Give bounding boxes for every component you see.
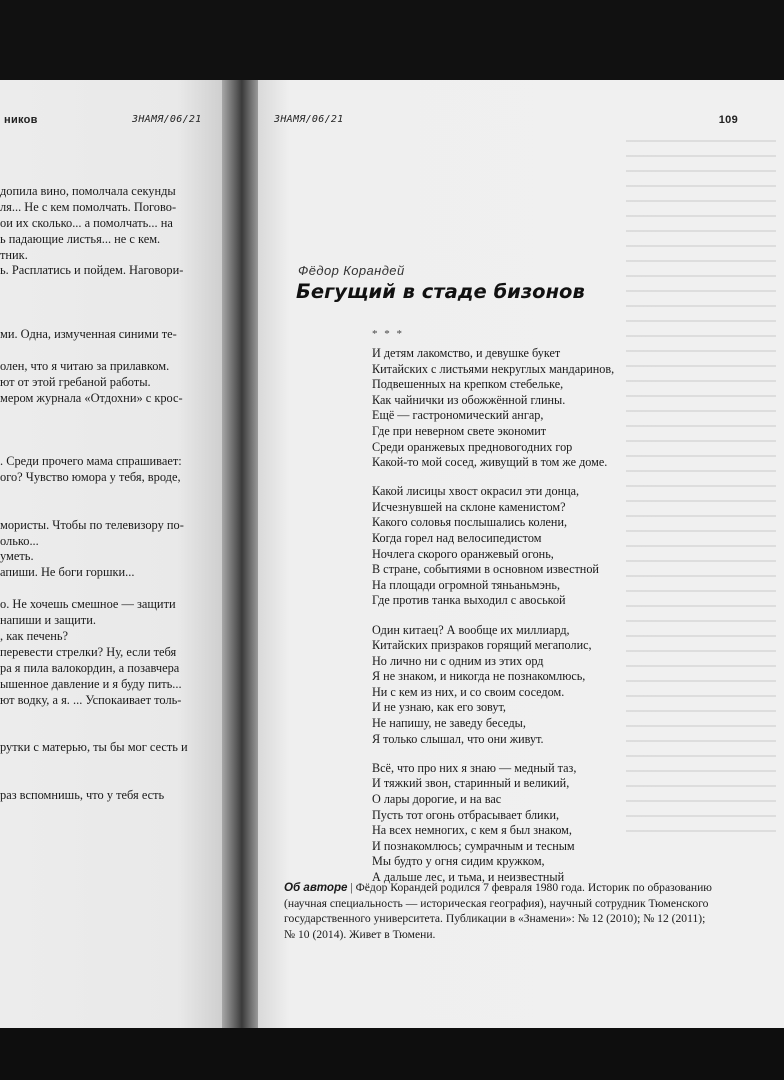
poem-line: На всех немногих, с кем я был знаком, [372, 823, 572, 838]
text-line: ого? Чувство юмора у тебя, вроде, [0, 470, 181, 485]
poem-stanza [372, 346, 614, 471]
page-number: 109 [718, 114, 738, 126]
text-line: напиши и защити. [0, 613, 96, 628]
text-line [0, 486, 222, 502]
text-line: ь. Расплатись и пойдем. Наговори- [0, 263, 184, 278]
poem-line: Где при неверном свете экономит [372, 423, 547, 438]
right-header-issue: ЗНАМЯ/06/21 [274, 114, 344, 125]
poem-stanza [372, 484, 614, 609]
text-line [0, 279, 222, 295]
book-gutter [222, 80, 258, 1028]
poem-line: И познакомлюсь; сумрачным и тесным [372, 838, 575, 853]
text-line: олен, что я читаю за прилавком. [0, 358, 170, 373]
text-line: ои их сколько... а помолчать... на [0, 215, 173, 230]
author-name: Фёдор Корандей [298, 263, 405, 278]
text-line: ля... Не с кем помолчать. Погово- [0, 199, 177, 214]
poem-line: Какого соловья послышались колени, [372, 515, 568, 530]
text-line: ра я пила валокордин, а позавчера [0, 660, 180, 675]
right-page [258, 80, 784, 1028]
poem-line: А дальше лес, и тьма, и неизвестный [372, 869, 565, 884]
poem-line: Я только слышал, что они живут. [372, 731, 544, 746]
poem-line: О лары дорогие, и на вас [372, 791, 502, 806]
text-line: мористы. Чтобы по телевизору по- [0, 517, 184, 532]
poem-line: Среди оранжевых предновогодних гор [372, 439, 573, 454]
poem-line: Я не знаком, и никогда не познакомлюсь, [372, 669, 586, 684]
poem-title: Бегущий в стаде бизонов [296, 280, 585, 303]
text-line [0, 295, 222, 311]
about-author [284, 880, 782, 942]
about-line: № 10 (2014). Живет в Тюмени. [284, 927, 436, 941]
section-asterisks: * * * [372, 328, 404, 340]
scan-background-bottom [0, 1028, 784, 1080]
poem-line: Когда горел над велосипедистом [372, 531, 542, 546]
text-line [0, 502, 222, 518]
text-line: ют от этой гребаной работы. [0, 374, 151, 389]
text-line [0, 724, 222, 740]
poem-line: Один китаец? А вообще их миллиард, [372, 622, 570, 637]
text-line [0, 343, 222, 359]
poem-line: Не напишу, не заведу беседы, [372, 716, 526, 731]
text-line [0, 708, 222, 724]
poem-line: Как чайнички из обожжённой глины. [372, 392, 566, 407]
text-line: ми. Одна, измученная синими те- [0, 327, 177, 342]
poem-stanza [372, 761, 614, 886]
left-page-text [0, 184, 222, 804]
text-line: о. Не хочешь смешное — защити [0, 597, 176, 612]
text-line: перевести стрелки? Ну, если тебя [0, 644, 177, 659]
text-line [0, 756, 222, 772]
poem-line: Подвешенных на крепком стебельке, [372, 377, 564, 392]
text-line: тник. [0, 247, 28, 262]
poem-line: Исчезнувшей на склоне каменистом? [372, 499, 566, 514]
poem-line: Ночлега скорого оранжевый огонь, [372, 546, 554, 561]
text-line: раз вспомнишь, что у тебя есть [0, 787, 165, 802]
about-separator: | [347, 881, 356, 894]
text-line: допила вино, помолчала секунды [0, 184, 176, 198]
poem-line: На площади огромной тяньаньмэнь, [372, 577, 561, 592]
text-line [0, 311, 222, 327]
text-line: апиши. Не боги горшки... [0, 565, 135, 580]
text-line: ют водку, а я. ... Успокаивает толь- [0, 692, 182, 707]
text-line [0, 581, 222, 597]
poem-body [372, 346, 614, 899]
about-line: государственного университета. Публикации в «Знамени»: № 12 (2010); № 12 (2011); [284, 912, 706, 926]
scan-background-top [0, 0, 784, 82]
poem-line: Мы будто у огня сидим кружком, [372, 854, 545, 869]
poem-stanza [372, 623, 614, 748]
text-line [0, 772, 222, 788]
show-through-text [626, 140, 776, 840]
poem-line: Ни с кем из них, и со своим соседом. [372, 684, 565, 699]
poem-line: Ещё — гастрономический ангар, [372, 408, 544, 423]
about-label: Об авторе [284, 881, 348, 894]
text-line: . Среди прочего мама спрашивает: [0, 454, 182, 469]
text-line: , как печень? [0, 628, 68, 643]
poem-line: И не узнаю, как его зовут, [372, 700, 506, 715]
poem-line: И тяжкий звон, старинный и великий, [372, 776, 570, 791]
text-line [0, 422, 222, 438]
poem-line: Где против танка выходил с авоськой [372, 593, 566, 608]
about-line [284, 880, 782, 896]
left-header-name: ников [4, 114, 38, 126]
poem-line: Всё, что про них я знаю — медный таз, [372, 760, 577, 775]
left-page [0, 80, 222, 1028]
text-line: рутки с матерью, ты бы мог сесть и [0, 740, 188, 755]
left-header-issue: ЗНАМЯ/06/21 [132, 114, 202, 125]
left-running-header [4, 114, 202, 126]
text-line [0, 406, 222, 422]
text-line: олько... [0, 533, 39, 548]
poem-line: Китайских призраков горящий мегаполис, [372, 638, 592, 653]
poem-line: Какой лисицы хвост окрасил эти донца, [372, 484, 580, 499]
poem-line: В стране, событиями в основном известной [372, 562, 599, 577]
poem-line: Какой-то мой сосед, живущий в том же доме. [372, 455, 608, 470]
text-line: ышенное давление и я буду пить... [0, 676, 182, 691]
text-line: ь падающие листья... не с кем. [0, 231, 161, 246]
poem-line: Пусть тот огонь отбрасывает блики, [372, 807, 560, 822]
poem-line: Китайских с листьями некруглых мандаринов, [372, 361, 615, 376]
text-line: мером журнала «Отдохни» с крос- [0, 390, 183, 405]
poem-line: Но лично ни с одним из этих орд [372, 653, 544, 668]
text-line [0, 438, 222, 454]
poem-line: И детям лакомство, и девушке букет [372, 346, 561, 360]
text-line: уметь. [0, 549, 34, 564]
about-text: Фёдор Корандей родился 7 февраля 1980 года. Историк по образованию [355, 881, 712, 894]
about-line: (научная специальность — историческая география), научный сотрудник Тюменского [284, 896, 709, 910]
